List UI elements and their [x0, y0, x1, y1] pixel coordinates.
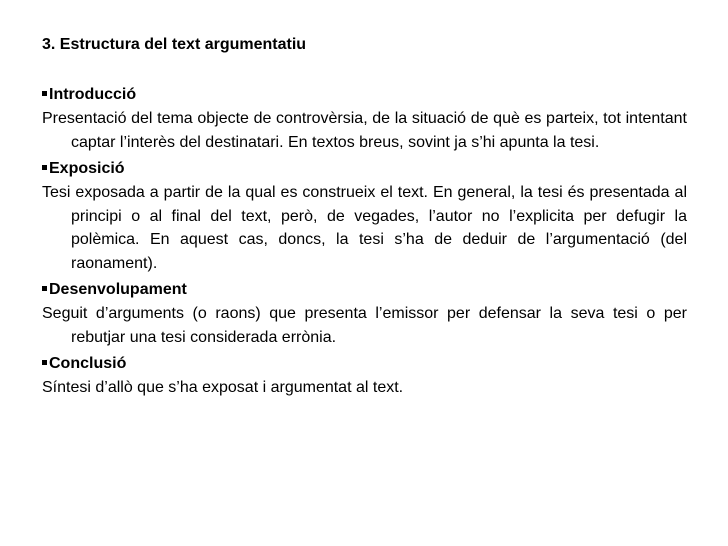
- slide-content: [42, 34, 687, 404]
- section-heading-label: Introducció: [49, 86, 137, 103]
- section-heading-label: Desenvolupament: [49, 281, 187, 298]
- square-bullet-icon: [42, 165, 47, 170]
- section-text: Seguit d’arguments (o raons) que presenta l’emissor per defensar la seva tesi o per rebutjar una tesi considerada errònia.: [42, 305, 687, 346]
- section-heading-label: Exposició: [49, 160, 125, 177]
- section-heading: [42, 353, 687, 375]
- square-bullet-icon: [42, 91, 47, 96]
- section-conclusio: [42, 353, 687, 400]
- section-text: Tesi exposada a partir de la qual es construeix el text. En general, la tesi és presentada al principi o al final del text, però, de vegades, l’autor no l’explicita per defugir la polèmica. En aquest cas, doncs, la tesi s’ha de deduir de l’argumentació (del raonament).: [42, 184, 687, 272]
- section-desenvolupament: [42, 279, 687, 349]
- section-exposicio: [42, 158, 687, 275]
- slide-title: 3. Estructura del text argumentatiu: [42, 36, 307, 53]
- square-bullet-icon: [42, 286, 47, 291]
- section-heading-label: Conclusió: [49, 355, 127, 372]
- square-bullet-icon: [42, 360, 47, 365]
- section-heading: [42, 279, 687, 301]
- section-introduccio: [42, 84, 687, 154]
- section-text: Presentació del tema objecte de controvèrsia, de la situació de què es parteix, tot intentant captar l’interès del destinatari. En textos breus, sovint ja s’hi apunta la tesi.: [42, 110, 687, 151]
- section-text: Síntesi d’allò que s’ha exposat i argumentat al text.: [42, 379, 404, 396]
- section-heading: [42, 84, 687, 106]
- section-heading: [42, 158, 687, 180]
